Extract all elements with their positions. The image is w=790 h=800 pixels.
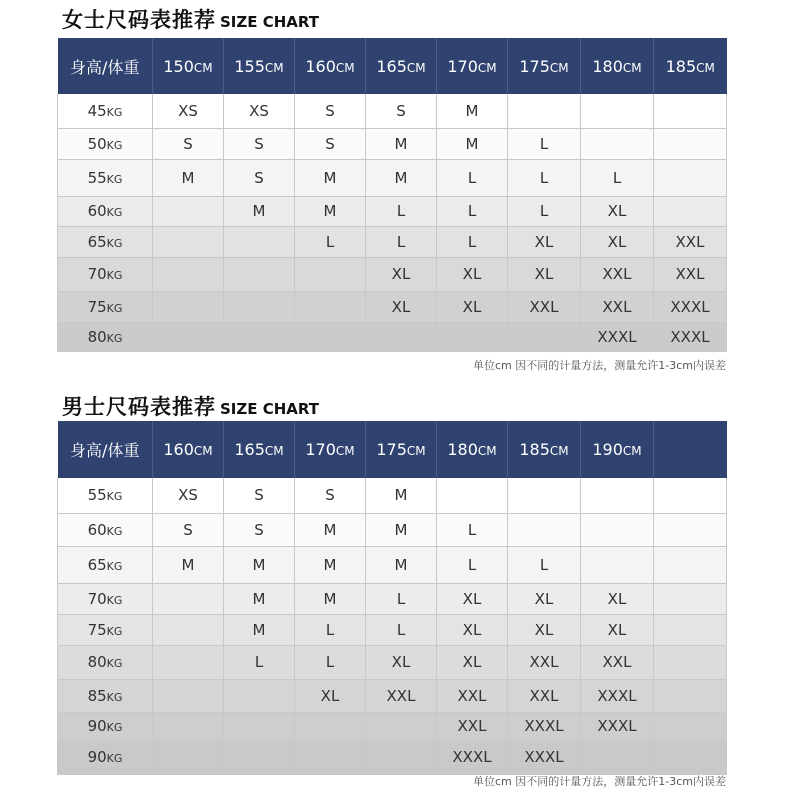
table-row bbox=[58, 614, 727, 645]
size-cell: XXL bbox=[654, 226, 727, 257]
weight-value: 65 bbox=[87, 232, 107, 251]
size-cell: XL bbox=[437, 291, 508, 322]
height-header bbox=[366, 38, 437, 94]
table-row bbox=[58, 679, 727, 712]
height-value: 185 bbox=[665, 56, 697, 76]
size-cell: XL bbox=[366, 291, 437, 322]
size-cell bbox=[153, 679, 224, 712]
size-cell: XXXL bbox=[581, 322, 654, 351]
size-cell bbox=[654, 712, 727, 740]
size-cell: XXXL bbox=[654, 291, 727, 322]
size-cell: XXXL bbox=[581, 679, 654, 712]
weight-cell bbox=[58, 583, 153, 614]
weight-cell bbox=[58, 196, 153, 226]
weight-unit: KG bbox=[106, 624, 123, 638]
women-size-table bbox=[57, 38, 727, 352]
size-cell: L bbox=[366, 196, 437, 226]
size-cell: L bbox=[295, 226, 366, 257]
weight-value: 90 bbox=[87, 717, 107, 735]
size-cell bbox=[437, 322, 508, 351]
size-cell bbox=[437, 478, 508, 513]
weight-unit: KG bbox=[106, 138, 123, 152]
height-unit: CM bbox=[549, 444, 569, 458]
height-value: 175 bbox=[519, 56, 550, 76]
size-cell: XL bbox=[581, 196, 654, 226]
size-cell: XXL bbox=[437, 679, 508, 712]
weight-cell bbox=[58, 740, 153, 774]
size-cell bbox=[153, 740, 224, 774]
size-cell: M bbox=[295, 583, 366, 614]
size-cell bbox=[153, 614, 224, 645]
size-cell bbox=[295, 257, 366, 291]
height-unit: CM bbox=[335, 444, 355, 458]
size-cell: XXL bbox=[366, 679, 437, 712]
size-cell: XS bbox=[224, 94, 295, 128]
size-cell bbox=[581, 740, 654, 774]
size-cell: M bbox=[295, 196, 366, 226]
weight-value: 45 bbox=[87, 101, 107, 120]
size-cell bbox=[153, 645, 224, 679]
table-row bbox=[58, 546, 727, 583]
size-cell: M bbox=[224, 583, 295, 614]
size-cell: S bbox=[295, 128, 366, 159]
weight-cell bbox=[58, 645, 153, 679]
size-cell bbox=[224, 740, 295, 774]
table-row bbox=[58, 645, 727, 679]
table-row bbox=[58, 740, 727, 774]
height-header bbox=[153, 38, 224, 94]
weight-value: 70 bbox=[87, 589, 107, 608]
size-cell bbox=[654, 679, 727, 712]
weight-cell bbox=[58, 226, 153, 257]
size-cell bbox=[295, 291, 366, 322]
weight-unit: KG bbox=[106, 752, 123, 765]
size-cell: XXL bbox=[581, 257, 654, 291]
size-cell bbox=[654, 645, 727, 679]
table-row bbox=[58, 478, 727, 513]
size-cell bbox=[153, 291, 224, 322]
size-cell: L bbox=[295, 645, 366, 679]
size-cell bbox=[153, 226, 224, 257]
weight-unit: KG bbox=[106, 105, 123, 119]
size-cell: L bbox=[366, 226, 437, 257]
size-cell: XL bbox=[508, 583, 581, 614]
size-cell: XXL bbox=[508, 291, 581, 322]
size-cell bbox=[654, 513, 727, 546]
height-value: 155 bbox=[234, 56, 265, 76]
size-cell: S bbox=[153, 513, 224, 546]
height-unit: CM bbox=[193, 60, 213, 75]
weight-cell bbox=[58, 513, 153, 546]
size-cell: L bbox=[366, 614, 437, 645]
weight-cell bbox=[58, 712, 153, 740]
size-cell: XXL bbox=[437, 712, 508, 740]
height-header bbox=[581, 38, 654, 94]
women-measurement-note: 单位cm 因不同的计量方法，测量允许1-3cm内误差 bbox=[473, 359, 726, 372]
size-cell: L bbox=[508, 546, 581, 583]
height-unit: CM bbox=[406, 444, 426, 458]
weight-unit: KG bbox=[106, 490, 123, 504]
size-cell: M bbox=[366, 513, 437, 546]
weight-cell bbox=[58, 679, 153, 712]
table-row bbox=[58, 513, 727, 546]
weight-cell bbox=[58, 159, 153, 196]
size-cell bbox=[153, 322, 224, 351]
men-measurement-note: 单位cm 因不同的计量方法，测量允许1-3cm内误差 bbox=[473, 775, 726, 788]
size-cell bbox=[654, 583, 727, 614]
size-cell: XL bbox=[508, 614, 581, 645]
header-row bbox=[58, 421, 727, 478]
header-row bbox=[58, 38, 727, 94]
height-value: 175 bbox=[376, 440, 407, 459]
weight-value: 75 bbox=[87, 620, 107, 639]
size-cell: XL bbox=[581, 583, 654, 614]
size-cell: M bbox=[224, 614, 295, 645]
size-cell: M bbox=[295, 513, 366, 546]
size-cell bbox=[581, 478, 654, 513]
weight-value: 85 bbox=[87, 686, 107, 705]
size-cell: L bbox=[437, 196, 508, 226]
size-cell: S bbox=[153, 128, 224, 159]
size-cell: L bbox=[437, 546, 508, 583]
height-header bbox=[366, 421, 437, 478]
weight-value: 75 bbox=[87, 297, 107, 316]
size-cell: XL bbox=[581, 614, 654, 645]
height-unit: CM bbox=[264, 444, 284, 458]
height-header bbox=[654, 421, 727, 478]
size-cell: XXXL bbox=[508, 740, 581, 774]
table-row bbox=[58, 128, 727, 159]
size-cell: L bbox=[366, 583, 437, 614]
height-unit: CM bbox=[264, 60, 284, 75]
size-cell: L bbox=[581, 159, 654, 196]
size-cell bbox=[654, 196, 727, 226]
height-unit: CM bbox=[193, 444, 213, 458]
height-unit: CM bbox=[622, 60, 642, 75]
height-value: 160 bbox=[305, 56, 336, 76]
size-cell bbox=[654, 740, 727, 774]
size-cell: XXXL bbox=[654, 322, 727, 351]
size-cell bbox=[654, 94, 727, 128]
size-cell: M bbox=[366, 546, 437, 583]
size-cell bbox=[295, 740, 366, 774]
size-cell: XXXL bbox=[508, 712, 581, 740]
height-header bbox=[153, 421, 224, 478]
size-cell bbox=[224, 226, 295, 257]
weight-cell bbox=[58, 614, 153, 645]
size-cell bbox=[654, 614, 727, 645]
weight-value: 55 bbox=[87, 168, 107, 187]
weight-cell bbox=[58, 291, 153, 322]
size-cell bbox=[508, 478, 581, 513]
size-cell: XL bbox=[437, 645, 508, 679]
size-cell: M bbox=[295, 546, 366, 583]
size-cell bbox=[508, 513, 581, 546]
size-cell: XS bbox=[153, 478, 224, 513]
size-cell bbox=[224, 291, 295, 322]
size-cell: XXL bbox=[508, 645, 581, 679]
men-title-en: SIZE CHART bbox=[220, 400, 320, 418]
height-header bbox=[224, 421, 295, 478]
size-cell bbox=[295, 712, 366, 740]
weight-unit: KG bbox=[106, 269, 123, 282]
weight-unit: KG bbox=[106, 206, 123, 219]
table-row bbox=[58, 159, 727, 196]
table-row bbox=[58, 94, 727, 128]
weight-value: 55 bbox=[87, 486, 107, 505]
size-cell bbox=[224, 322, 295, 351]
weight-value: 65 bbox=[87, 555, 107, 574]
weight-value: 60 bbox=[87, 202, 107, 220]
size-cell bbox=[153, 196, 224, 226]
men-size-table bbox=[57, 421, 727, 775]
size-cell: XL bbox=[581, 226, 654, 257]
size-cell: XS bbox=[153, 94, 224, 128]
size-cell: XL bbox=[437, 614, 508, 645]
weight-unit: KG bbox=[106, 657, 123, 670]
weight-value: 80 bbox=[87, 327, 107, 346]
height-header bbox=[224, 38, 295, 94]
height-unit: CM bbox=[549, 60, 569, 75]
size-cell: L bbox=[508, 128, 581, 159]
weight-value: 90 bbox=[87, 748, 107, 766]
size-cell: XXL bbox=[654, 257, 727, 291]
women-title-cn: 女士尺码表推荐 bbox=[62, 8, 216, 32]
table-row bbox=[58, 322, 727, 351]
height-value: 170 bbox=[447, 56, 478, 76]
height-header bbox=[437, 421, 508, 478]
height-header bbox=[508, 421, 581, 478]
size-cell bbox=[153, 583, 224, 614]
size-cell: S bbox=[224, 128, 295, 159]
weight-cell bbox=[58, 478, 153, 513]
size-cell bbox=[224, 257, 295, 291]
height-header bbox=[581, 421, 654, 478]
height-value: 190 bbox=[592, 440, 623, 459]
size-cell: XXXL bbox=[437, 740, 508, 774]
size-cell bbox=[581, 513, 654, 546]
weight-unit: KG bbox=[106, 524, 123, 538]
women-size-chart-title bbox=[62, 4, 319, 34]
corner-label: 身高/体重 bbox=[58, 421, 153, 478]
size-cell: M bbox=[437, 128, 508, 159]
height-unit: CM bbox=[696, 60, 715, 75]
size-cell: M bbox=[153, 159, 224, 196]
height-value: 180 bbox=[592, 56, 623, 76]
size-cell: L bbox=[437, 226, 508, 257]
size-cell: M bbox=[224, 546, 295, 583]
size-cell bbox=[224, 712, 295, 740]
weight-value: 80 bbox=[87, 653, 107, 671]
women-title-en: SIZE CHART bbox=[220, 13, 320, 31]
table-row bbox=[58, 196, 727, 226]
weight-cell bbox=[58, 257, 153, 291]
size-cell bbox=[654, 478, 727, 513]
height-header bbox=[437, 38, 508, 94]
weight-cell bbox=[58, 546, 153, 583]
size-cell bbox=[581, 94, 654, 128]
height-unit: CM bbox=[406, 60, 426, 75]
weight-cell bbox=[58, 128, 153, 159]
size-cell: L bbox=[295, 614, 366, 645]
size-cell: S bbox=[366, 94, 437, 128]
height-value: 150 bbox=[163, 56, 194, 76]
height-value: 165 bbox=[234, 440, 265, 459]
size-cell: M bbox=[224, 196, 295, 226]
size-cell: M bbox=[366, 159, 437, 196]
size-cell: L bbox=[224, 645, 295, 679]
size-cell: L bbox=[508, 159, 581, 196]
size-cell: XXXL bbox=[581, 712, 654, 740]
size-cell: S bbox=[224, 159, 295, 196]
height-unit: CM bbox=[622, 444, 642, 458]
table-row bbox=[58, 583, 727, 614]
size-cell: M bbox=[437, 94, 508, 128]
height-value: 185 bbox=[519, 440, 550, 459]
size-cell: XL bbox=[437, 583, 508, 614]
size-cell: XL bbox=[366, 645, 437, 679]
table-row bbox=[58, 291, 727, 322]
height-header bbox=[295, 421, 366, 478]
size-cell: S bbox=[295, 478, 366, 513]
weight-value: 50 bbox=[87, 134, 107, 153]
size-cell: XL bbox=[508, 226, 581, 257]
weight-unit: KG bbox=[106, 559, 123, 573]
size-cell: M bbox=[366, 128, 437, 159]
weight-unit: KG bbox=[106, 236, 123, 250]
size-cell: L bbox=[437, 159, 508, 196]
size-cell: M bbox=[295, 159, 366, 196]
weight-value: 60 bbox=[87, 520, 107, 539]
size-cell bbox=[366, 740, 437, 774]
size-cell: XL bbox=[508, 257, 581, 291]
size-cell: M bbox=[153, 546, 224, 583]
weight-cell bbox=[58, 94, 153, 128]
height-value: 180 bbox=[447, 440, 478, 459]
size-cell bbox=[224, 679, 295, 712]
size-cell bbox=[654, 546, 727, 583]
size-cell: XL bbox=[295, 679, 366, 712]
height-unit: CM bbox=[477, 60, 497, 75]
table-row bbox=[58, 226, 727, 257]
size-cell bbox=[295, 322, 366, 351]
size-cell bbox=[366, 712, 437, 740]
size-cell bbox=[366, 322, 437, 351]
size-cell bbox=[581, 128, 654, 159]
size-cell bbox=[654, 128, 727, 159]
size-cell: S bbox=[224, 478, 295, 513]
height-value: 160 bbox=[163, 440, 194, 459]
size-cell bbox=[581, 546, 654, 583]
size-cell: XL bbox=[366, 257, 437, 291]
height-value: 165 bbox=[376, 56, 407, 76]
size-cell: M bbox=[366, 478, 437, 513]
height-value: 170 bbox=[305, 440, 336, 459]
weight-unit: KG bbox=[106, 331, 123, 345]
size-cell bbox=[153, 257, 224, 291]
size-cell bbox=[654, 159, 727, 196]
size-cell: L bbox=[437, 513, 508, 546]
size-cell: XXL bbox=[508, 679, 581, 712]
size-cell bbox=[153, 712, 224, 740]
height-header bbox=[295, 38, 366, 94]
height-unit: CM bbox=[335, 60, 355, 75]
table-row bbox=[58, 712, 727, 740]
size-cell: S bbox=[224, 513, 295, 546]
size-cell: XXL bbox=[581, 291, 654, 322]
height-unit: CM bbox=[477, 444, 497, 458]
size-cell bbox=[508, 94, 581, 128]
height-header bbox=[508, 38, 581, 94]
weight-unit: KG bbox=[106, 690, 123, 704]
size-cell bbox=[508, 322, 581, 351]
size-cell: L bbox=[508, 196, 581, 226]
height-header bbox=[654, 38, 727, 94]
weight-cell bbox=[58, 322, 153, 351]
size-cell: XL bbox=[437, 257, 508, 291]
weight-unit: KG bbox=[106, 172, 123, 186]
corner-label: 身高/体重 bbox=[58, 38, 153, 94]
weight-value: 70 bbox=[87, 265, 107, 283]
weight-unit: KG bbox=[106, 301, 123, 315]
men-title-cn: 男士尺码表推荐 bbox=[62, 395, 216, 419]
men-size-chart-title bbox=[62, 391, 319, 421]
weight-unit: KG bbox=[106, 593, 123, 607]
table-row bbox=[58, 257, 727, 291]
weight-unit: KG bbox=[106, 721, 123, 734]
size-cell: XXL bbox=[581, 645, 654, 679]
size-cell: S bbox=[295, 94, 366, 128]
